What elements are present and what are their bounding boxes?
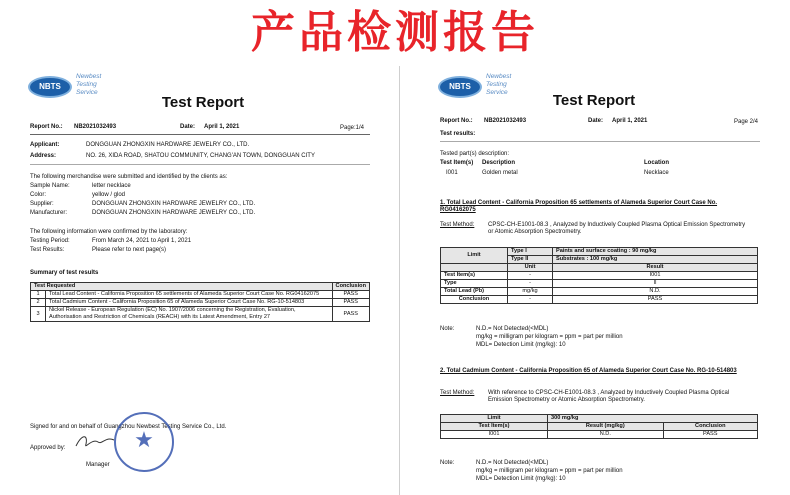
note-1: N.D.= Not Detected(<MDL) [476,460,549,466]
section-1-method: CPSC-CH-E1001-08.3 , Analyzed by Inductively Coupled Plasma Optical Emission Spectrometry or Atomic Absorption Spectrometry. [488,222,746,235]
parts-item: I001 [446,170,458,176]
section-2-method-label: Test Method: [440,390,475,396]
report-no: NB2021032493 [74,124,117,130]
manufacturer: DONGGUAN ZHONGXIN HARDWARE JEWELRY CO., LTD. [92,210,256,216]
date: April 1, 2021 [204,124,240,130]
section-1-title: 1. Total Lead Content - California Proposition 65 settlements of Alameda Superior Court Case No. RG04162075 [440,200,718,213]
page-divider [399,66,400,495]
note-3: MDL= Detection Limit (mg/kg): 10 [476,476,566,482]
signed-text: Signed for and on behalf of Guangzhou Newbest Testing Service Co., Ltd. [30,424,227,430]
table-row: 3 Nickel Release - European Regulation (EC) No. 1907/2006 concerning the Registration, Evaluation, Authorisation and Restriction of Chemicals (REACH) with its Latest Amendment, Entry 27 PASS [31,307,370,322]
table-row: Test Item(s) - I001 [441,272,758,280]
parts-location: Necklace [644,170,669,176]
date-label: Date: [180,124,196,130]
supplier: DONGGUAN ZHONGXIN HARDWARE JEWELRY CO., LTD. [92,201,256,207]
logo-text: Newbest Testing Service [486,73,512,96]
table-row: Type - II [441,280,758,288]
applicant-label: Applicant: [30,142,60,148]
banner [0,0,790,66]
company-stamp-icon: ★ [114,412,174,472]
page-title: Test Report [161,94,245,111]
signature-icon [74,430,118,452]
report-no: NB2021032493 [484,118,527,124]
applicant: DONGGUAN ZHONGXIN HARDWARE JEWELRY CO., LTD. [86,142,250,148]
supplier-label: Supplier: [30,201,54,207]
tested-parts: Tested part(s) description: [440,151,510,157]
rule [30,134,370,135]
parts-desc: Golden metal [482,170,518,176]
report-no-label: Report No.: [440,118,473,124]
approved-by-label: Approved by: [30,445,66,451]
table-row: 1 Total Lead Content - California Proposition 65 settlements of Alameda Superior Court Case No. RG04162075 PASS [31,291,370,299]
note-label: Note: [440,326,455,332]
table-row: 2 Total Cadmium Content - California Proposition 65 of Alameda Superior Court Case No. RG-10-514803 PASS [31,299,370,307]
section-2-method: With reference to CPSC-CH-E1001-08.3 , Analyzed by Inductively Coupled Plasma Optical Emission Spectrometry or Atomic Absorption Spectrometry. [488,390,730,403]
sample-name: letter necklace [92,183,131,189]
page-number: Page:1/4 [340,125,365,131]
nbts-logo-icon: NBTS [438,76,482,98]
testing-period: From March 24, 2021 to April 1, 2021 [92,238,192,244]
intro-merchandise: The following merchandise were submitted and identified by the clients as: [30,174,228,180]
nbts-logo-icon: NBTS [28,76,72,98]
report-page-2 [408,70,780,495]
parts-header-item: Test Item(s) [440,160,474,166]
date-label: Date: [588,118,604,124]
parts-header-location: Location [644,160,669,166]
color-label: Color: [30,192,47,198]
parts-header-desc: Description [482,160,516,166]
color: yellow / glod [92,192,126,198]
sample-name-label: Sample Name: [30,183,70,189]
date: April 1, 2021 [612,118,648,124]
rule [440,141,760,142]
table-row: I001 N.D. PASS [441,431,758,439]
testing-period-label: Testing Period: [30,238,70,244]
table-row: Total Lead (Pb) mg/kg N.D. [441,288,758,296]
page-title: Test Report [552,92,636,109]
report-no-label: Report No.: [30,124,63,130]
banner-title: 产品检测报告 [251,7,539,58]
lead-results-table: Limit Type I Paints and surface coating : 90 mg/kg Type II Substrates : 100 mg/kg Unit Result Test Item(s) - I001 Type - II Total Lead (Pb) mg/kg N.D. Conclusion - PASS [440,247,758,304]
note-2: mg/kg = milligram per kilogram = ppm = part per million [476,468,623,474]
address-label: Address: [30,153,57,159]
page-number: Page 2/4 [734,119,759,125]
manufacturer-label: Manufacturer: [30,210,68,216]
section-2-title: 2. Total Cadmium Content - California Proposition 65 of Alameda Superior Court Case No. RG-10-514803 [440,368,737,374]
note-label: Note: [440,460,455,466]
note-2: mg/kg = milligram per kilogram = ppm = part per million [476,334,623,340]
test-results: Please refer to next page(s) [92,247,167,253]
section-1-method-label: Test Method: [440,222,475,228]
note-3: MDL= Detection Limit (mg/kg): 10 [476,342,566,348]
manager-label: Manager [86,462,110,468]
rule [30,164,370,165]
intro-lab: The following information were confirmed by the laboratory: [30,229,188,235]
address: NO. 26, XIDA ROAD, SHATOU COMMUNITY, CHANG'AN TOWN, DONGGUAN CITY [86,153,315,159]
cadmium-results-table: Limit 300 mg/kg Test Item(s) Result (mg/kg) Conclusion I001 N.D. PASS [440,414,758,439]
report-page-1 [14,70,392,495]
logo-text: Newbest Testing Service [76,73,102,96]
summary-table [30,282,370,322]
note-1: N.D.= Not Detected(<MDL) [476,326,549,332]
test-results-heading: Test results: [440,131,476,137]
table-row: Conclusion - PASS [441,296,758,304]
summary-title: Summary of test results [30,270,99,276]
table-header: Test Requested Conclusion [31,283,370,291]
test-results-label: Test Results: [30,247,65,253]
